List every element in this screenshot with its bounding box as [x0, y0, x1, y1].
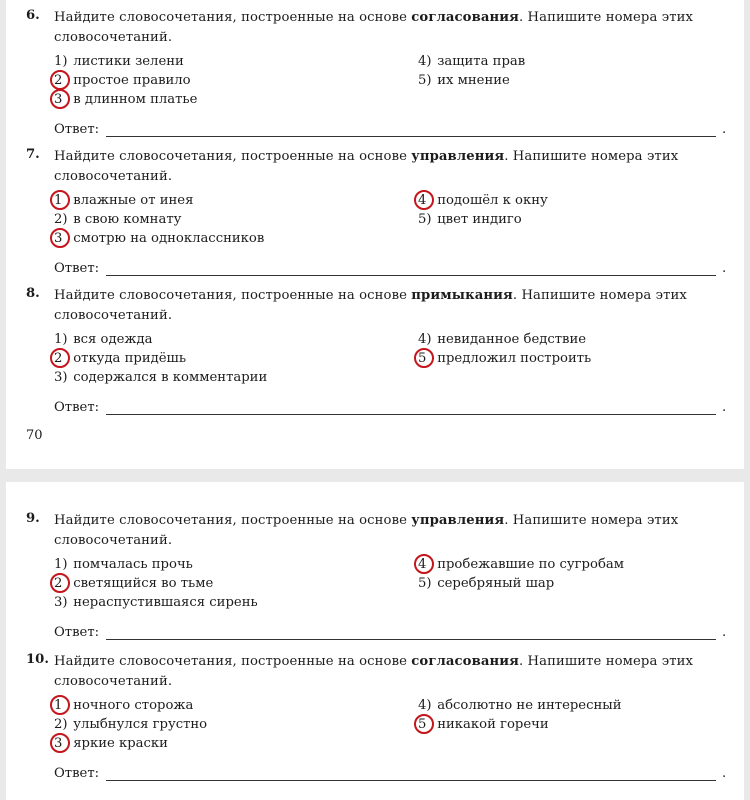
option-1: 1) вся одежда: [54, 332, 153, 347]
answer-line[interactable]: Ответ: .: [54, 122, 727, 137]
option-5-circled: 5 предложил построить: [418, 351, 592, 366]
task-number: 8.: [26, 286, 40, 301]
option-1-circled: 1 ночного сторожа: [54, 698, 194, 713]
task-question: Найдите словосочетания, построенные на основе примыкания. Напишите номера этих словосочетаний.: [54, 288, 687, 323]
option-4-circled: 4 подошёл к окну: [418, 193, 548, 208]
workbook-page-71: [6, 482, 744, 800]
option-3: 3) содержался в комментарии: [54, 370, 268, 385]
option-1-circled: 1 влажные от инея: [54, 193, 194, 208]
task-question: Найдите словосочетания, построенные на основе управления. Напишите номера этих словосочетаний.: [54, 149, 679, 184]
option-4: 4) абсолютно не интересный: [418, 698, 622, 713]
option-2-circled: 2 светящийся во тьме: [54, 576, 214, 591]
answer-line[interactable]: Ответ: .: [54, 766, 727, 781]
answer-line[interactable]: Ответ: .: [54, 261, 727, 276]
option-3-circled: 3 смотрю на одноклассников: [54, 231, 265, 246]
task-number: 10.: [26, 652, 49, 667]
option-5: 5) их мнение: [418, 73, 510, 88]
task-number: 6.: [26, 8, 40, 23]
option-1: 1) листики зелени: [54, 54, 184, 69]
option-4: 4) защита прав: [418, 54, 526, 69]
option-5: 5) цвет индиго: [418, 212, 522, 227]
task-question: Найдите словосочетания, построенные на основе согласования. Напишите номера этих словосочетаний.: [54, 654, 694, 689]
option-2-circled: 2 откуда придёшь: [54, 351, 186, 366]
option-2: 2) в свою комнату: [54, 212, 182, 227]
option-2: 2) улыбнулся грустно: [54, 717, 208, 732]
option-2-circled: 2 простое правило: [54, 73, 191, 88]
option-4: 4) невиданное бедствие: [418, 332, 587, 347]
answer-line[interactable]: Ответ: .: [54, 625, 727, 640]
option-4-circled: 4 пробежавшие по сугробам: [418, 557, 624, 572]
option-3-circled: 3 в длинном платье: [54, 92, 198, 107]
answer-line[interactable]: Ответ: .: [54, 400, 727, 415]
task-question: Найдите словосочетания, построенные на основе управления. Напишите номера этих словосочетаний.: [54, 513, 679, 548]
option-3-circled: 3 яркие краски: [54, 736, 168, 751]
workbook-page-70: [6, 0, 744, 469]
option-5-circled: 5 никакой горечи: [418, 717, 549, 732]
task-question: Найдите словосочетания, построенные на основе согласования. Напишите номера этих словосочетаний.: [54, 10, 694, 45]
option-1: 1) помчалась прочь: [54, 557, 193, 572]
option-5: 5) серебряный шар: [418, 576, 555, 591]
option-3: 3) нераспустившаяся сирень: [54, 595, 258, 610]
task-number: 7.: [26, 147, 40, 162]
task-number: 9.: [26, 511, 40, 526]
page-number: 70: [26, 428, 43, 443]
